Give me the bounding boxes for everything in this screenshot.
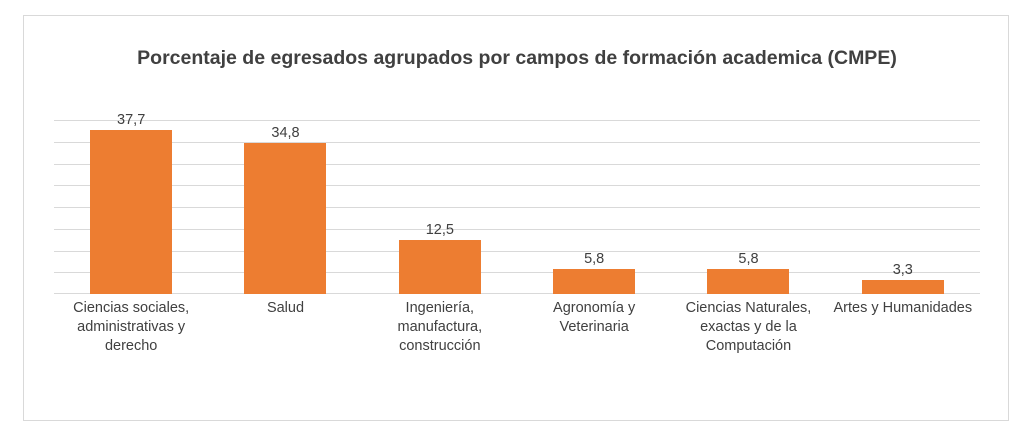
bar-slot xyxy=(826,120,980,294)
bar-series xyxy=(54,112,980,294)
x-axis-labels xyxy=(54,299,980,356)
table-row[interactable] xyxy=(399,240,481,294)
x-tick-label: Ciencias Naturales, exactas y de la Computación xyxy=(685,300,812,354)
x-tick-label: Artes y Humanidades xyxy=(833,300,973,316)
bar-slot xyxy=(363,120,517,294)
bar-slot xyxy=(517,120,671,294)
table-row[interactable] xyxy=(862,280,944,294)
bar-value-label: 5,8 xyxy=(584,251,605,267)
chart-title: Porcentaje de egresados agrupados por campos de formación academica (CMPE) xyxy=(137,47,897,69)
bar-slot xyxy=(208,120,362,294)
chart-frame xyxy=(23,15,1009,421)
table-row[interactable] xyxy=(244,143,326,294)
x-tick-label: Ingeniería, manufactura, construcción xyxy=(397,300,483,354)
x-tick-label: Ciencias sociales, administrativas y derecho xyxy=(73,300,190,354)
bar-value-label: 3,3 xyxy=(892,262,913,278)
bar-value-label: 5,8 xyxy=(738,251,759,267)
x-tick-label: Salud xyxy=(266,300,305,316)
bar-value-label: 12,5 xyxy=(425,222,454,238)
table-row[interactable] xyxy=(90,130,172,294)
bar-slot xyxy=(54,112,208,294)
bar-slot xyxy=(671,120,825,294)
bar-value-label: 37,7 xyxy=(117,112,146,128)
bar-value-label: 34,8 xyxy=(271,125,300,141)
x-tick-label: Agronomía y Veterinaria xyxy=(553,300,636,335)
table-row[interactable] xyxy=(707,269,789,294)
table-row[interactable] xyxy=(553,269,635,294)
